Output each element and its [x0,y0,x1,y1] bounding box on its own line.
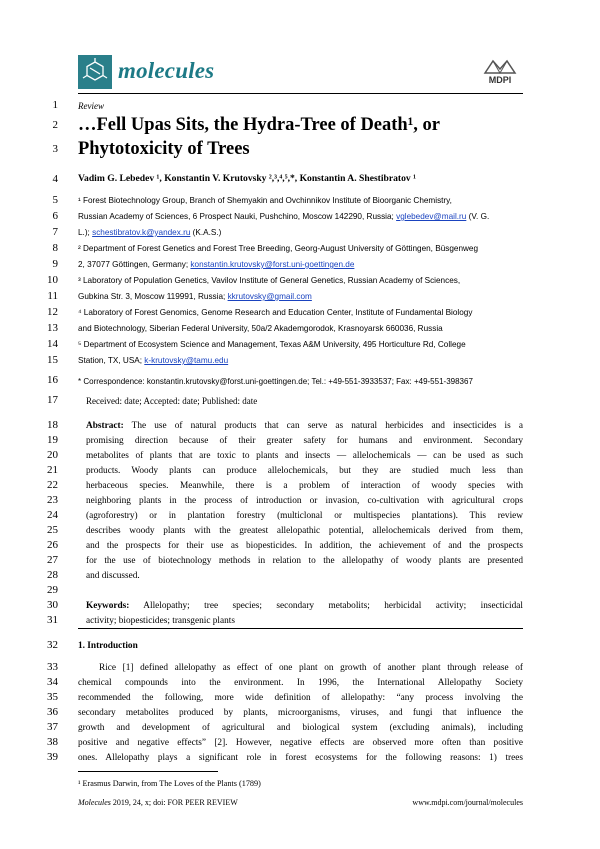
email-link-krutovsky-gmail[interactable]: kkrutovsky@gmail.com [227,292,312,301]
abstract-line: neighboring plants in the process of introduction or invasion, co-cultivation with agricultural crops [86,496,523,506]
line-number: 19 [47,434,58,446]
line-number: 13 [47,322,58,334]
line-number: 31 [47,614,58,626]
line-number: 2 [52,119,58,131]
section-divider [78,628,523,629]
journal-logo [78,55,238,91]
line-number: 9 [52,258,58,270]
abstract-line: describes woody plants with the greatest allelopathic potential, allelochemicals derived from them, [86,526,523,536]
affiliation-5-line-2 [78,355,523,367]
line-number: 17 [47,394,58,406]
abstract-label: Abstract: [86,421,124,431]
line-number: 7 [52,226,58,238]
footer-url[interactable]: www.mdpi.com/journal/molecules [412,798,523,807]
line-number: 36 [47,706,58,718]
line-number: 33 [47,661,58,673]
mdpi-logo-icon [481,58,519,75]
paragraph-line: secondary metabolites produced by plants, microorganisms, viruses, and fungi that influence the [78,708,523,718]
line-number: 15 [47,354,58,366]
affiliation-text: Station, TX, USA; [78,356,145,365]
line-number: 34 [47,676,58,688]
author-list: Vadim G. Lebedev ¹, Konstantin V. Krutovsky ²,³,⁴,⁵,*, Konstantin A. Shestibratov ¹ [78,173,416,184]
line-number: 32 [47,639,58,651]
header-rule [78,93,523,94]
molecules-logo-icon [78,55,112,89]
abstract-line: (agroforestry) or in plantation forestry (multiclonal or multispecies plantations). This review [86,511,523,521]
article-title-line-2: Phytotoxicity of Trees [78,139,250,159]
keywords-line-2: activity; biopesticides; transgenic plants [86,616,235,626]
article-dates: Received: date; Accepted: date; Published: date [86,396,258,406]
line-number: 21 [47,464,58,476]
abstract-line: products. Woody plants can produce allelochemicals, but they are studied much less than [86,466,523,476]
footnote-rule [78,771,218,772]
affiliation-1-line-1: ¹ Forest Biotechnology Group, Branch of Shemyakin and Ovchinnikov Institute of Bioorganic Chemistry, [78,196,452,205]
line-number: 10 [47,274,58,286]
paragraph-line: recommended the following, more wide definition of allelopathy: “any process involving the [78,693,523,703]
affiliation-4-line-2: and Biotechnology, Siberian Federal University, 50a/2 Akademgorodok, Krasnoyarsk 660036, Russia [78,324,443,333]
line-number: 29 [47,584,58,596]
line-number: 11 [47,290,58,302]
affiliation-2-line-2 [78,259,523,271]
paragraph-line: growth and development of agricultural and biological system (excluding animals), including [78,723,523,733]
line-number: 5 [52,194,58,206]
journal-name: molecules [118,58,215,83]
affiliation-text: L.); [78,228,93,237]
correspondence: * Correspondence: konstantin.krutovsky@forst.uni-goettingen.de; Tel.: +49-551-3933537; Fax: +49-551-398367 [78,377,473,386]
email-link-krutovsky-tamu[interactable]: k-krutovsky@tamu.edu [144,356,229,365]
article-title-line-1: …Fell Upas Sits, the Hydra-Tree of Death¹, or [78,115,440,135]
line-number: 1 [52,99,58,111]
line-number: 35 [47,691,58,703]
publisher-logo [481,58,519,88]
line-number: 14 [47,338,58,350]
paragraph-line: ones. Allelopathy plays a significant role in forest ecosystems for the following reasons: 1) trees [78,753,523,763]
abstract-line: and the prospects for their use as biopesticides. In addition, the achievement of and the prospects [86,541,523,551]
line-number: 18 [47,419,58,431]
affiliation-2-line-1: ² Department of Forest Genetics and Forest Tree Breeding, Georg-August University of Göttingen, Büsgenweg [78,244,479,253]
line-number: 3 [52,143,58,155]
affiliation-4-line-1: ⁴ Laboratory of Forest Genomics, Genome Research and Education Center, Institute of Fundamental Biology [78,308,473,317]
abstract-line: metabolites of plants that are toxic to plants and insects — allelochemicals — can be used as such [86,451,523,461]
line-number: 25 [47,524,58,536]
line-number: 37 [47,721,58,733]
affiliation-3-line-2 [78,291,523,303]
line-number: 16 [47,374,58,386]
affiliation-1-line-2 [78,211,523,223]
footnote: ¹ Erasmus Darwin, from The Loves of the Plants (1789) [78,779,261,788]
line-number: 39 [47,751,58,763]
footer-citation: 2019, 24, x; doi: FOR PEER REVIEW [110,798,238,807]
article-type: Review [78,101,104,111]
abstract-line: promising direction because of their greater safety for humans and environment. Secondary [86,436,523,446]
affiliation-text: 2, 37077 Göttingen, Germany; [78,260,191,269]
abstract-line [86,420,523,432]
abstract-line: and discussed. [86,571,140,581]
line-number: 26 [47,539,58,551]
line-number: 24 [47,509,58,521]
email-link-krutovsky-goettingen[interactable]: konstantin.krutovsky@forst.uni-goettingen.de [190,260,355,269]
keywords-line-1 [86,600,523,612]
line-number: 28 [47,569,58,581]
line-number: 8 [52,242,58,254]
affiliation-1-line-3 [78,227,523,239]
line-number: 22 [47,479,58,491]
email-link-shestibratov[interactable]: schestibratov.k@yandex.ru [92,228,191,237]
footer-journal: Molecules [78,798,111,807]
line-number: 12 [47,306,58,318]
line-number: 6 [52,210,58,222]
email-link-lebedev[interactable]: vglebedev@mail.ru [396,212,467,221]
affiliation-text: Russian Academy of Sciences, 6 Prospect Nauki, Pushchino, Moscow 142290, Russia; [78,212,397,221]
paragraph-line: chemical compounds into the environment. In 1996, the International Allelopathy Society [78,678,523,688]
line-number: 20 [47,449,58,461]
affiliation-text: (K.A.S.) [190,228,222,237]
line-number: 4 [52,173,58,185]
affiliation-text: Gubkina Str. 3, Moscow 119991, Russia; [78,292,228,301]
publisher-name: MDPI [488,75,512,85]
line-number: 23 [47,494,58,506]
affiliation-5-line-1: ⁵ Department of Ecosystem Science and Management, Texas A&M University, 495 Horticulture Rd, College [78,340,466,349]
line-number: 27 [47,554,58,566]
line-number: 38 [47,736,58,748]
abstract-text: The use of natural products that can serve as natural herbicides and insecticides is a [123,421,523,431]
abstract-line: for the use of biotechnology methods in relation to the allelopathy of woody plants are presented [86,556,523,566]
abstract-line: herbaceous species. Meanwhile, there is a problem of interaction of woody species with [86,481,523,491]
section-heading: 1. Introduction [78,641,138,651]
keywords-label: Keywords: [86,601,130,611]
paragraph-line: positive and negative effects” [2]. However, negative effects are observed more often than positive [78,738,523,748]
affiliation-3-line-1: ³ Laboratory of Population Genetics, Vavilov Institute of General Genetics, Russian Academy of Sciences, [78,276,461,285]
keywords-text: Allelopathy; tree species; secondary metabolits; herbicidal activity; insecticidal [129,601,523,611]
line-number: 30 [47,599,58,611]
paragraph-line: Rice [1] defined allelopathy as effect of one plant on growth of another plant through release of [99,663,523,673]
affiliation-text: (V. G. [466,212,490,221]
